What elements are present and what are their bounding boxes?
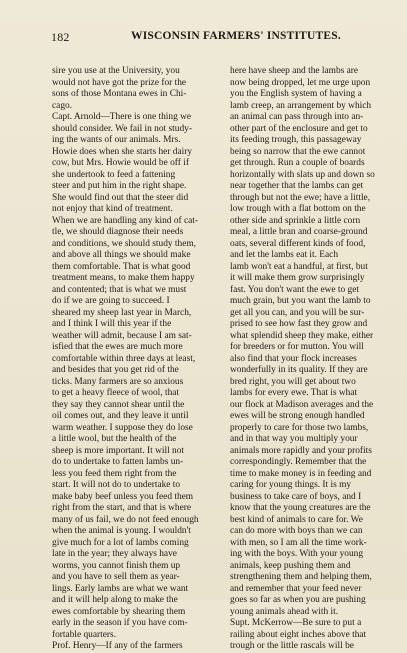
text-line: low trough with a flat bottom on the xyxy=(230,204,366,214)
text-line: fortable quarters. xyxy=(52,629,117,640)
text-line: can do more with boys than we can xyxy=(230,526,363,536)
text-line: lambs for every ewe. That is what xyxy=(230,388,358,398)
text-line: through but not the ewe; have a little, xyxy=(230,192,371,203)
text-line: do if we are going to succeed. I xyxy=(52,296,170,306)
text-line: meal, a little bran and coarse-ground xyxy=(230,227,368,237)
text-line: what splendid sheep they make, either xyxy=(230,330,374,341)
text-line: animals more rapidly and your profits xyxy=(230,445,372,456)
text-line: and I think I will this year if the xyxy=(52,319,172,329)
text-line: make baby beef unless you feed them xyxy=(52,491,194,502)
text-line: also find that your flock increases xyxy=(230,353,357,364)
text-line: ing the wants of our animals. Mrs. xyxy=(52,135,181,145)
text-line: should consider. We fail in not study- xyxy=(52,123,192,134)
text-line: She would find out that the steer did xyxy=(52,192,189,203)
text-line: correspondingly. Remember that the xyxy=(230,457,367,467)
text-line: animals, keep pushing them and xyxy=(230,560,351,571)
text-line: a little wool, but the health of the xyxy=(52,434,177,444)
text-line: time to make money is in feeding and xyxy=(230,468,372,479)
text-line: worms, you cannot finish them up xyxy=(52,560,181,571)
text-line: young animals ahead with it. xyxy=(230,606,339,617)
text-line: steer and put him in the right shape. xyxy=(52,181,187,191)
text-line: wonderfully in its quality. If they are xyxy=(230,365,368,375)
text-line: comfortable within three days at least, xyxy=(52,353,196,364)
text-line: now being dropped, let me urge upon xyxy=(230,77,371,88)
text-line: sheared my sheep last year in March, xyxy=(52,307,192,318)
text-line: our flock at Madison averages and the xyxy=(230,399,374,410)
text-line: railing about eight inches above that xyxy=(230,629,367,640)
text-line: oats, several different kinds of food, xyxy=(230,238,366,249)
text-line: other part of the enclosure and get to xyxy=(230,123,368,134)
text-line: ticks. Many farmers are so anxious xyxy=(52,376,184,387)
text-line: trough or the little rascals will be xyxy=(230,641,354,651)
text-line: being so narrow that the ewe cannot xyxy=(230,146,366,157)
text-line: caring for young things. It is my xyxy=(230,480,352,490)
text-line: them comfortable. That is what good xyxy=(52,261,191,272)
text-line: and contented; that is what we must xyxy=(52,284,187,295)
text-line: much grain, but you want the lamb to xyxy=(230,296,371,306)
text-line: near together that the lambs can get xyxy=(230,181,364,191)
text-line: early in the season if you have com- xyxy=(52,618,188,628)
text-line: sire you use at the University, you xyxy=(52,66,180,76)
text-line: she undertook to feed a fattening xyxy=(52,169,176,180)
text-line: give much for a lot of lambs coming xyxy=(52,537,189,548)
text-line: lamb creep, an arrangement by which xyxy=(230,100,372,111)
text-line: would not have got the prize for the xyxy=(52,77,187,88)
text-line: sheep is more important. It will not xyxy=(52,445,185,456)
text-line: treatment means, to make them happy xyxy=(52,273,195,283)
text-line: isfied that the ewes are much more xyxy=(52,342,183,352)
text-line: an animal can pass through into an- xyxy=(230,112,364,122)
text-line: it will make them grow surprisingly xyxy=(230,273,365,283)
right-text-column xyxy=(230,66,398,653)
text-line: prised to see how fast they grow and xyxy=(230,319,368,329)
text-line: do to undertake to fatten lambs un- xyxy=(52,457,184,467)
text-line: properly to care for those two lambs, xyxy=(230,422,369,433)
text-line: to get a heavy fleece of wool, that xyxy=(52,388,180,398)
text-line: get through. Run a couple of boards xyxy=(230,158,365,168)
text-line: right from the start, and that is where xyxy=(52,503,192,513)
text-line: lamb won't eat a handful, at first, but xyxy=(230,261,368,272)
text-line: oil comes out, and they leave it until xyxy=(52,411,189,421)
text-line: and remember that your feed never xyxy=(230,583,362,594)
text-line: late in the year; they always have xyxy=(52,549,177,559)
text-line: you the English system of having a xyxy=(230,89,362,99)
text-line: warm weather. I suppose they do lose xyxy=(52,422,193,433)
text-line: strengthening them and helping them, xyxy=(230,572,372,582)
text-line: with men, so I am all the time work- xyxy=(230,537,367,548)
text-line: and it will help along to make the xyxy=(52,595,178,605)
text-line: Supt. McKerrow—Be sure to put a xyxy=(230,618,362,628)
running-title: WISCONSIN FARMERS' INSTITUTES. xyxy=(131,30,341,42)
text-line: fast. You don't want the ewe to get xyxy=(230,284,360,295)
text-line: know that the young creatures are the xyxy=(230,503,371,513)
page-number: 182 xyxy=(51,30,70,44)
text-line: start. It will not do to undertake to xyxy=(52,480,181,490)
text-line: they say they cannot shear until the xyxy=(52,399,185,410)
text-line: Capt. Arnold—There is one thing we xyxy=(52,112,192,122)
text-line: and above all things we should make xyxy=(52,250,191,260)
text-line: its feeding trough, this passageway xyxy=(230,135,362,145)
text-line: weather will admit, because I am sat- xyxy=(52,330,192,341)
text-line: goes so far as when you are pushing xyxy=(230,595,366,605)
text-line: lings. Early lambs are what we want xyxy=(52,583,189,594)
text-line: Prof. Henry—If any of the farmers xyxy=(52,641,183,651)
text-line: less you feed them right from the xyxy=(52,468,177,479)
text-line: not enjoy that kind of treatment. xyxy=(52,204,173,214)
text-line: tle, we should diagnose their needs xyxy=(52,227,184,237)
text-line: When we are handling any kind of cat- xyxy=(52,215,199,226)
text-line: get all you can, and you will be sur- xyxy=(230,307,365,318)
text-line: here have sheep and the lambs are xyxy=(230,66,359,76)
text-line: horizontally with slats up and down so xyxy=(230,169,375,180)
text-line: other side and sprinkle a little corn xyxy=(230,215,361,226)
text-line: ewes comfortable by shearing them xyxy=(52,606,186,617)
text-line: for breeders or for mutton. You will xyxy=(230,342,364,352)
page-header xyxy=(51,30,379,44)
text-line: best kind of animals to care for. We xyxy=(230,514,363,525)
text-line: ewes will be strong enough handled xyxy=(230,411,365,421)
text-line: and let the lambs eat it. Each xyxy=(230,250,339,260)
text-line: Howie does when she starts her dairy xyxy=(52,146,193,157)
text-line: many of us fail, we do not feed enough xyxy=(52,514,199,525)
text-line: and in that way you multiply your xyxy=(230,434,358,444)
text-line: sons of those Montana ewes in Chi- xyxy=(52,89,187,99)
text-line: ing with the boys. With your young xyxy=(230,549,364,559)
text-line: cow, but Mrs. Howie would be off if xyxy=(52,158,189,168)
text-line: when the animal is young. I wouldn't xyxy=(52,526,191,536)
text-line: business to take care of boys, and I xyxy=(230,491,362,502)
text-line: and besides that you get rid of the xyxy=(52,365,179,375)
text-line: and you have to sell them as year- xyxy=(52,572,180,582)
text-line: cago. xyxy=(52,100,73,111)
text-line: bred right, you will get about two xyxy=(230,376,356,387)
left-text-column xyxy=(52,66,217,653)
text-line: and conditions, we should study them, xyxy=(52,238,196,249)
